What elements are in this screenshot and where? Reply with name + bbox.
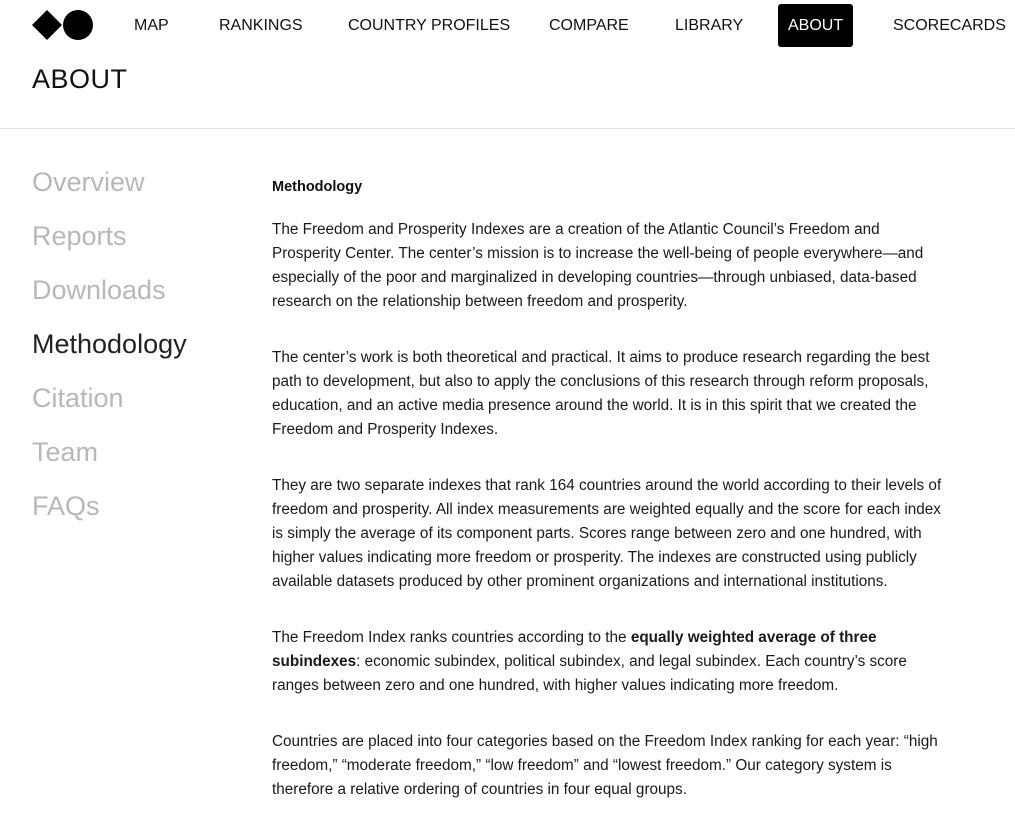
- page-title: ABOUT: [32, 64, 128, 94]
- main-content: [272, 176, 948, 834]
- sidebar-item-reports[interactable]: Reports: [32, 221, 127, 251]
- sidebar-item-team[interactable]: Team: [32, 437, 99, 467]
- sidebar-item-citation[interactable]: Citation: [32, 383, 124, 413]
- nav-scorecards[interactable]: SCORECARDS: [893, 17, 1006, 34]
- nav-map[interactable]: MAP: [134, 17, 169, 34]
- paragraph-4: [272, 626, 948, 698]
- paragraph-2: The center’s work is both theoretical and practical. It aims to produce research regarding the best path to development, but also to apply the conclusions of this research through reform proposals, education, and an active media presence around the world. It is in this spirit that we created the Freedom and Prosperity Indexes.: [272, 349, 930, 438]
- nav-library[interactable]: LIBRARY: [675, 17, 744, 34]
- paragraph-5: Countries are placed into four categories based on the Freedom Index ranking for each year: “high freedom,” “moderate freedom,” “low freedom” and “lowest freedom.” Our category system is therefore a relative ordering of countries in four equal groups.: [272, 733, 938, 798]
- nav-about[interactable]: ABOUT: [778, 4, 853, 47]
- section-heading: Methodology: [272, 179, 363, 195]
- paragraph-4-emphasis: equally weighted average of three subindexes: [272, 629, 877, 670]
- paragraph-4-text-end: : economic subindex, political subindex, and legal subindex. Each country’s score ranges between zero and one hundred, with higher values indicating more freedom.: [272, 653, 907, 694]
- paragraph-4-text-start: The Freedom Index ranks countries according to the: [272, 629, 631, 646]
- sidebar-nav: [32, 164, 242, 542]
- sidebar-item-methodology[interactable]: Methodology: [32, 329, 187, 359]
- sidebar-item-faqs[interactable]: FAQs: [32, 491, 100, 521]
- logo-icon[interactable]: [32, 10, 94, 40]
- paragraph-1: The Freedom and Prosperity Indexes are a creation of the Atlantic Council’s Freedom and Prosperity Center. The center’s mission is to increase the well-being of people everywhere—and especially of the poor and marginalized in developing countries—through unbiased, data-based research on the relationship between freedom and prosperity.: [272, 221, 924, 310]
- header-divider: [0, 128, 1015, 129]
- nav-rankings[interactable]: RANKINGS: [219, 17, 303, 34]
- nav-country-profiles[interactable]: COUNTRY PROFILES: [348, 17, 511, 34]
- paragraph-3: They are two separate indexes that rank 164 countries around the world according to their levels of freedom and prosperity. All index measurements are weighted equally and the score for each index is simply the average of its component parts. Scores range between zero and one hundred, with higher values indicating more freedom or prosperity. The indexes are constructed using publicly available datasets produced by other prominent organizations and international institutions.: [272, 477, 942, 590]
- nav-compare[interactable]: COMPARE: [549, 17, 629, 34]
- sidebar-item-downloads[interactable]: Downloads: [32, 275, 166, 305]
- top-navigation: [0, 0, 1015, 50]
- sidebar-item-overview[interactable]: Overview: [32, 167, 145, 197]
